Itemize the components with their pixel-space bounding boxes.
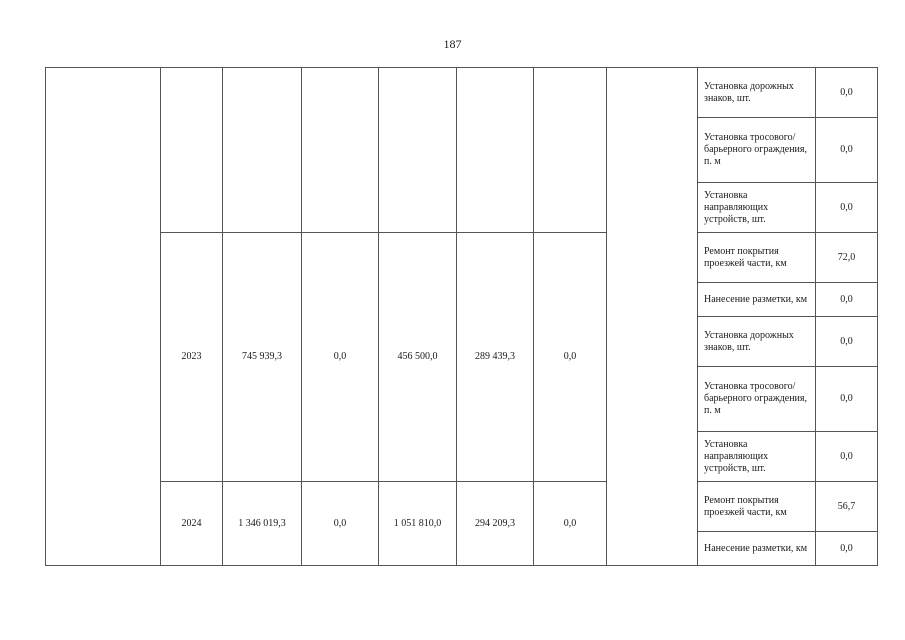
indicator-value: 0,0: [816, 532, 878, 566]
funding-cell-c: 289 439,3: [457, 233, 534, 482]
funding-cell-d: 0,0: [534, 233, 607, 482]
funding-cell-d: 0,0: [534, 482, 607, 566]
indicator-value: 0,0: [816, 183, 878, 233]
funding-cell-c: [457, 68, 534, 233]
funding-cell-c: 294 209,3: [457, 482, 534, 566]
program-table: [45, 67, 878, 566]
funding-cell-d: [534, 68, 607, 233]
funding-cell-a: 0,0: [302, 233, 379, 482]
funding-cell-b: [379, 68, 457, 233]
measure-name-cell: [46, 68, 161, 566]
funding-cell-b: 456 500,0: [379, 233, 457, 482]
funding-cell-b: 1 051 810,0: [379, 482, 457, 566]
indicator-name: Нанесение разметки, км: [698, 283, 816, 317]
executor-cell: [607, 68, 698, 566]
indicator-value: 0,0: [816, 367, 878, 432]
indicator-name: Установка тросового/барьерного ограждения, п. м: [698, 367, 816, 432]
total-cell: 1 346 019,3: [223, 482, 302, 566]
indicator-name: Установка направляющих устройств, шт.: [698, 183, 816, 233]
indicator-name: Установка дорожных знаков, шт.: [698, 68, 816, 118]
indicator-value: 0,0: [816, 432, 878, 482]
funding-cell-a: 0,0: [302, 482, 379, 566]
total-cell: 745 939,3: [223, 233, 302, 482]
indicator-name: Установка тросового/барьерного ограждения, п. м: [698, 118, 816, 183]
indicator-value: 0,0: [816, 68, 878, 118]
year-cell: 2023: [161, 233, 223, 482]
indicator-value: 72,0: [816, 233, 878, 283]
indicator-value: 0,0: [816, 283, 878, 317]
indicator-value: 0,0: [816, 317, 878, 367]
table-row: [46, 233, 878, 283]
total-cell: [223, 68, 302, 233]
year-cell: 2024: [161, 482, 223, 566]
indicator-name: Ремонт покрытия проезжей части, км: [698, 233, 816, 283]
indicator-name: Нанесение разметки, км: [698, 532, 816, 566]
indicator-value: 56,7: [816, 482, 878, 532]
indicator-name: Установка направляющих устройств, шт.: [698, 432, 816, 482]
indicator-name: Установка дорожных знаков, шт.: [698, 317, 816, 367]
funding-cell-a: [302, 68, 379, 233]
page-number: 187: [443, 37, 462, 51]
indicator-value: 0,0: [816, 118, 878, 183]
table-row: [46, 482, 878, 532]
indicator-name: Ремонт покрытия проезжей части, км: [698, 482, 816, 532]
table-row: [46, 68, 878, 118]
year-cell: [161, 68, 223, 233]
